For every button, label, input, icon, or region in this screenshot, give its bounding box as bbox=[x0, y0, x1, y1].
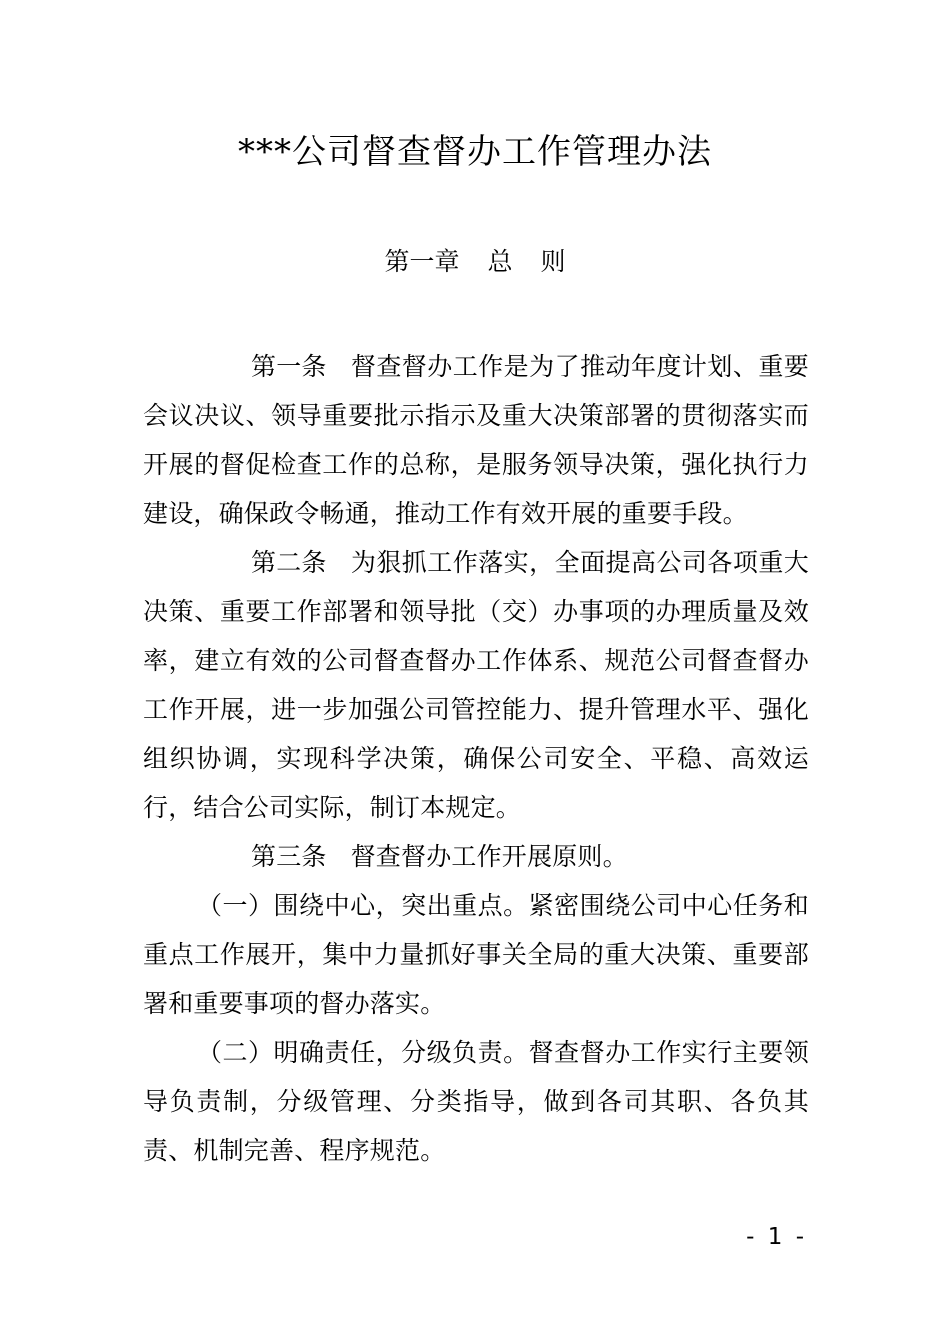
article-number: 第三条 bbox=[251, 842, 327, 871]
article-1 bbox=[143, 342, 809, 538]
article-number: 第二条 bbox=[251, 548, 327, 577]
article-number: 第一条 bbox=[251, 352, 327, 381]
principle-text: （二）明确责任，分级负责。督查督办工作实行主要领导负责制，分级管理、分类指导，做到各司其职、各负其责、机制完善、程序规范。 bbox=[143, 1038, 809, 1165]
principle-text: （一）围绕中心，突出重点。紧密围绕公司中心任务和重点工作展开，集中力量抓好事关全局的重大决策、重要部署和重要事项的督办落实。 bbox=[143, 891, 809, 1018]
article-3 bbox=[143, 832, 809, 881]
article-text: 督查督办工作开展原则。 bbox=[350, 842, 628, 871]
article-2 bbox=[143, 538, 809, 832]
article-text: 督查督办工作是为了推动年度计划、重要会议决议、领导重要批示指示及重大决策部署的贯彻落实而开展的督促检查工作的总称，是服务领导决策，强化执行力建设，确保政令畅通，推动工作有效开展的重要手段。 bbox=[143, 352, 809, 528]
document-body bbox=[143, 342, 809, 1175]
document-title: ***公司督查督办工作管理办法 bbox=[238, 132, 712, 172]
principle-2 bbox=[143, 1028, 809, 1175]
principle-1 bbox=[143, 881, 809, 1028]
page-number: - 1 - bbox=[746, 1224, 807, 1250]
chapter-heading bbox=[0, 242, 950, 282]
chapter-number: 第一章 bbox=[384, 247, 460, 276]
chapter-name-part1: 总 bbox=[487, 247, 513, 276]
article-text: 为狠抓工作落实，全面提高公司各项重大决策、重要工作部署和领导批（交）办事项的办理质量及效率，建立有效的公司督查督办工作体系、规范公司督查督办工作开展，进一步加强公司管控能力、提升管理水平、强化组织协调，实现科学决策，确保公司安全、平稳、高效运行，结合公司实际，制订本规定。 bbox=[143, 548, 809, 822]
chapter-name-part2: 则 bbox=[540, 247, 566, 276]
